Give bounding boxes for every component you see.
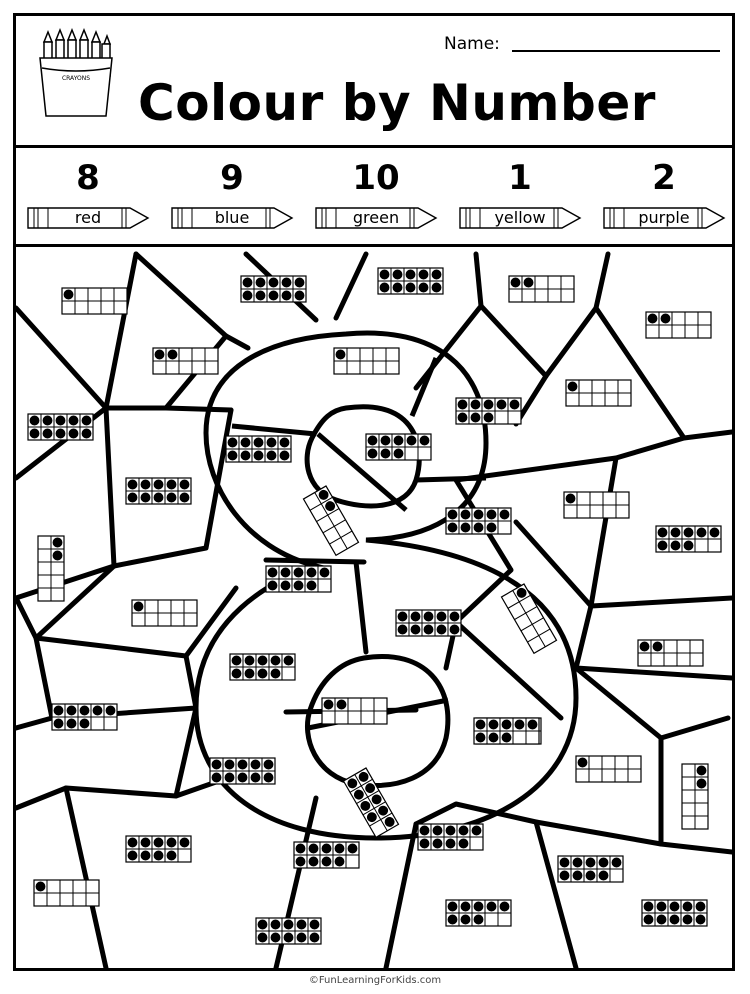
counter-dot xyxy=(295,291,305,301)
counter-dot xyxy=(368,449,378,459)
counter-dot xyxy=(474,523,484,533)
ten-frame xyxy=(34,880,99,906)
counter-dot xyxy=(515,720,525,730)
worksheet-title: Colour by Number xyxy=(138,74,656,132)
counter-dot xyxy=(648,314,658,324)
color-key-name: purple xyxy=(638,208,690,227)
counter-dot xyxy=(322,844,332,854)
ten-frame xyxy=(126,836,191,862)
ten-frame xyxy=(566,380,631,406)
counter-dot xyxy=(419,270,429,280)
ten-frame xyxy=(456,398,521,424)
counter-dot xyxy=(644,915,654,925)
ten-frame xyxy=(241,276,306,302)
counter-dot xyxy=(661,314,671,324)
counter-dot xyxy=(502,720,512,730)
counter-dot xyxy=(67,706,77,716)
ten-frame xyxy=(682,764,708,829)
counter-dot xyxy=(212,760,222,770)
counter-dot xyxy=(36,882,46,892)
counter-dot xyxy=(128,851,138,861)
ten-frame xyxy=(334,348,399,374)
ten-frame xyxy=(642,900,707,926)
counter-dot xyxy=(671,528,681,538)
counter-dot xyxy=(560,858,570,868)
counter-dot xyxy=(657,902,667,912)
counter-dot xyxy=(80,719,90,729)
ten-frame xyxy=(266,566,331,592)
counter-dot xyxy=(232,669,242,679)
counter-dot xyxy=(141,851,151,861)
counter-dot xyxy=(586,858,596,868)
counter-dot xyxy=(225,773,235,783)
counter-dot xyxy=(472,826,482,836)
counter-dot xyxy=(420,839,430,849)
counter-dot xyxy=(406,270,416,280)
counter-dot xyxy=(297,920,307,930)
counter-dot xyxy=(232,656,242,666)
counter-dot xyxy=(82,416,92,426)
ten-frame xyxy=(153,348,218,374)
counter-dot xyxy=(696,902,706,912)
color-key-number: 8 xyxy=(76,158,100,198)
counter-dot xyxy=(398,625,408,635)
counter-dot xyxy=(406,283,416,293)
counter-dot xyxy=(474,902,484,912)
ten-frame xyxy=(126,478,191,504)
counter-dot xyxy=(322,857,332,867)
counter-dot xyxy=(461,510,471,520)
counter-dot xyxy=(271,656,281,666)
counter-dot xyxy=(294,581,304,591)
counter-dot xyxy=(256,278,266,288)
counter-dot xyxy=(254,451,264,461)
ten-frame xyxy=(366,434,431,460)
counter-dot xyxy=(476,733,486,743)
counter-dot xyxy=(43,429,53,439)
color-key-name: yellow xyxy=(494,208,546,227)
counter-dot xyxy=(180,838,190,848)
counter-dot xyxy=(407,436,417,446)
counter-dot xyxy=(296,857,306,867)
ten-frame xyxy=(446,900,511,926)
counter-dot xyxy=(644,902,654,912)
counter-dot xyxy=(566,494,576,504)
counter-dot xyxy=(228,438,238,448)
counter-dot xyxy=(459,839,469,849)
counter-dot xyxy=(528,720,538,730)
colour-by-number-puzzle[interactable] xyxy=(16,248,732,968)
counter-dot xyxy=(271,920,281,930)
counter-dot xyxy=(458,400,468,410)
counter-dot xyxy=(307,568,317,578)
counter-dot xyxy=(284,920,294,930)
ten-frame xyxy=(474,718,539,744)
ten-frame xyxy=(646,312,711,338)
ten-frame xyxy=(226,436,291,462)
counter-dot xyxy=(271,933,281,943)
counter-dot xyxy=(500,902,510,912)
counter-dot xyxy=(448,902,458,912)
counter-dot xyxy=(267,438,277,448)
color-key-name: red xyxy=(74,208,102,227)
counter-dot xyxy=(697,766,707,776)
ten-frame xyxy=(52,704,117,730)
counter-dot xyxy=(64,290,74,300)
color-key-item xyxy=(162,150,302,242)
counter-dot xyxy=(450,625,460,635)
counter-dot xyxy=(309,844,319,854)
counter-dot xyxy=(398,612,408,622)
ten-frame xyxy=(446,508,511,534)
counter-dot xyxy=(80,706,90,716)
color-key-item xyxy=(306,150,446,242)
crayon-box-label: CRAYONS xyxy=(61,75,91,82)
counter-dot xyxy=(245,656,255,666)
counter-dot xyxy=(167,493,177,503)
counter-dot xyxy=(497,400,507,410)
counter-dot xyxy=(212,773,222,783)
color-key-number: 2 xyxy=(652,158,676,198)
color-key xyxy=(16,150,732,242)
counter-dot xyxy=(225,760,235,770)
counter-dot xyxy=(381,436,391,446)
counter-dot xyxy=(238,773,248,783)
worksheet-header xyxy=(16,16,732,144)
counter-dot xyxy=(320,568,330,578)
ten-frame xyxy=(322,698,387,724)
counter-dot xyxy=(269,291,279,301)
counter-dot xyxy=(437,612,447,622)
counter-dot xyxy=(258,920,268,930)
counter-dot xyxy=(245,669,255,679)
counter-dot xyxy=(696,915,706,925)
counter-dot xyxy=(128,838,138,848)
counter-dot xyxy=(69,416,79,426)
counter-dot xyxy=(167,838,177,848)
counter-dot xyxy=(271,669,281,679)
counter-dot xyxy=(461,902,471,912)
counter-dot xyxy=(167,480,177,490)
counter-dot xyxy=(573,871,583,881)
color-key-number: 1 xyxy=(508,158,532,198)
counter-dot xyxy=(310,920,320,930)
color-key-item xyxy=(594,150,734,242)
footer-credit: ©FunLearningForKids.com xyxy=(308,975,442,986)
color-key-item xyxy=(18,150,158,242)
counter-dot xyxy=(282,291,292,301)
counter-dot xyxy=(180,493,190,503)
counter-dot xyxy=(640,642,650,652)
counter-dot xyxy=(684,528,694,538)
counter-dot xyxy=(586,871,596,881)
counter-dot xyxy=(683,902,693,912)
counter-dot xyxy=(471,400,481,410)
counter-dot xyxy=(697,779,707,789)
counter-dot xyxy=(43,416,53,426)
counter-dot xyxy=(450,612,460,622)
counter-dot xyxy=(448,915,458,925)
counter-dot xyxy=(238,760,248,770)
ten-frame xyxy=(28,414,93,440)
counter-dot xyxy=(53,538,63,548)
counter-dot xyxy=(487,510,497,520)
counter-dot xyxy=(254,438,264,448)
counter-dot xyxy=(474,510,484,520)
counter-dot xyxy=(697,528,707,538)
counter-dot xyxy=(309,857,319,867)
color-key-name: green xyxy=(352,208,400,227)
counter-dot xyxy=(30,416,40,426)
counter-dot xyxy=(258,933,268,943)
counter-dot xyxy=(578,758,588,768)
counter-dot xyxy=(284,933,294,943)
ten-frame xyxy=(132,600,197,626)
counter-dot xyxy=(56,416,66,426)
counter-dot xyxy=(268,581,278,591)
counter-dot xyxy=(683,915,693,925)
counter-dot xyxy=(420,436,430,446)
ten-frame xyxy=(303,486,358,555)
header-divider xyxy=(16,145,732,148)
counter-dot xyxy=(128,480,138,490)
counter-dot xyxy=(264,760,274,770)
counter-dot xyxy=(335,844,345,854)
counter-dot xyxy=(461,523,471,533)
counter-dot xyxy=(394,449,404,459)
counter-dot xyxy=(476,720,486,730)
counter-dot xyxy=(411,625,421,635)
ten-frame xyxy=(418,824,483,850)
counter-dot xyxy=(446,826,456,836)
counter-dot xyxy=(424,612,434,622)
counter-dot xyxy=(307,581,317,591)
counter-dot xyxy=(280,438,290,448)
counter-dot xyxy=(393,270,403,280)
counter-dot xyxy=(653,642,663,652)
ten-frame xyxy=(256,918,321,944)
counter-dot xyxy=(167,851,177,861)
counter-dot xyxy=(295,278,305,288)
counter-dot xyxy=(380,283,390,293)
counter-dot xyxy=(258,669,268,679)
counter-dot xyxy=(471,413,481,423)
counter-dot xyxy=(154,851,164,861)
counter-dot xyxy=(281,581,291,591)
counter-dot xyxy=(54,719,64,729)
counter-dot xyxy=(424,625,434,635)
name-line[interactable] xyxy=(512,50,720,52)
counter-dot xyxy=(155,350,165,360)
ten-frame xyxy=(396,610,461,636)
ten-frame xyxy=(378,268,443,294)
counter-dot xyxy=(419,283,429,293)
counter-dot xyxy=(294,568,304,578)
counter-dot xyxy=(612,858,622,868)
counter-dot xyxy=(134,602,144,612)
counter-dot xyxy=(458,413,468,423)
counter-dot xyxy=(168,350,178,360)
name-label: Name: xyxy=(444,34,500,54)
counter-dot xyxy=(599,858,609,868)
ten-frame xyxy=(501,584,556,653)
counter-dot xyxy=(448,510,458,520)
counter-dot xyxy=(251,773,261,783)
color-key-number: 9 xyxy=(220,158,244,198)
counter-dot xyxy=(573,858,583,868)
counter-dot xyxy=(670,902,680,912)
counter-dot xyxy=(241,438,251,448)
counter-dot xyxy=(502,733,512,743)
counter-dot xyxy=(710,528,720,538)
counter-dot xyxy=(393,283,403,293)
counter-dot xyxy=(658,528,668,538)
counter-dot xyxy=(510,400,520,410)
color-key-number: 10 xyxy=(352,158,400,198)
counter-dot xyxy=(474,915,484,925)
counter-dot xyxy=(310,933,320,943)
counter-dot xyxy=(381,449,391,459)
counter-dot xyxy=(56,429,66,439)
counter-dot xyxy=(459,826,469,836)
counter-dot xyxy=(487,902,497,912)
counter-dot xyxy=(180,480,190,490)
counter-dot xyxy=(280,451,290,461)
counter-dot xyxy=(241,451,251,461)
counter-dot xyxy=(141,493,151,503)
counter-dot xyxy=(487,523,497,533)
counter-dot xyxy=(256,291,266,301)
counter-dot xyxy=(154,493,164,503)
counter-dot xyxy=(511,278,521,288)
color-key-item xyxy=(450,150,590,242)
counter-dot xyxy=(658,541,668,551)
counter-dot xyxy=(432,270,442,280)
counter-dot xyxy=(154,838,164,848)
ten-frame xyxy=(343,768,398,837)
counter-dot xyxy=(106,706,116,716)
counter-dot xyxy=(54,706,64,716)
counter-dot xyxy=(671,541,681,551)
counter-dot xyxy=(30,429,40,439)
counter-dot xyxy=(500,510,510,520)
counter-dot xyxy=(446,839,456,849)
counter-dot xyxy=(448,523,458,533)
counter-dot xyxy=(411,612,421,622)
ten-frame xyxy=(564,492,629,518)
ten-frame xyxy=(509,276,574,302)
counter-dot xyxy=(282,278,292,288)
counter-dot xyxy=(258,656,268,666)
counter-dot xyxy=(657,915,667,925)
counter-dot xyxy=(281,568,291,578)
counter-dot xyxy=(432,283,442,293)
ten-frame xyxy=(294,842,359,868)
counter-dot xyxy=(69,429,79,439)
counter-dot xyxy=(484,400,494,410)
counter-dot xyxy=(264,773,274,783)
counter-dot xyxy=(489,720,499,730)
crayon-box-icon xyxy=(36,28,116,118)
counter-dot xyxy=(53,551,63,561)
legend-divider xyxy=(16,244,732,247)
counter-dot xyxy=(335,857,345,867)
counter-dot xyxy=(394,436,404,446)
counter-dot xyxy=(599,871,609,881)
counter-dot xyxy=(243,278,253,288)
counter-dot xyxy=(368,436,378,446)
counter-dot xyxy=(337,700,347,710)
counter-dot xyxy=(524,278,534,288)
counter-dot xyxy=(568,382,578,392)
counter-dot xyxy=(128,493,138,503)
counter-dot xyxy=(336,350,346,360)
color-key-name: blue xyxy=(214,208,250,227)
counter-dot xyxy=(324,700,334,710)
counter-dot xyxy=(251,760,261,770)
counter-dot xyxy=(228,451,238,461)
ten-frame xyxy=(210,758,275,784)
counter-dot xyxy=(269,278,279,288)
ten-frame xyxy=(638,640,703,666)
counter-dot xyxy=(82,429,92,439)
counter-dot xyxy=(93,706,103,716)
counter-dot xyxy=(297,933,307,943)
counter-dot xyxy=(461,915,471,925)
counter-dot xyxy=(141,480,151,490)
ten-frame xyxy=(656,526,721,552)
counter-dot xyxy=(489,733,499,743)
counter-dot xyxy=(141,838,151,848)
counter-dot xyxy=(267,451,277,461)
ten-frame xyxy=(230,654,295,680)
counter-dot xyxy=(380,270,390,280)
counter-dot xyxy=(433,839,443,849)
ten-frame xyxy=(62,288,127,314)
counter-dot xyxy=(154,480,164,490)
counter-dot xyxy=(296,844,306,854)
ten-frame xyxy=(38,536,64,601)
counter-dot xyxy=(420,826,430,836)
counter-dot xyxy=(437,625,447,635)
counter-dot xyxy=(433,826,443,836)
counter-dot xyxy=(560,871,570,881)
ten-frame xyxy=(576,756,641,782)
counter-dot xyxy=(67,719,77,729)
counter-dot xyxy=(684,541,694,551)
counter-dot xyxy=(284,656,294,666)
counter-dot xyxy=(484,413,494,423)
ten-frame xyxy=(558,856,623,882)
counter-dot xyxy=(243,291,253,301)
counter-dot xyxy=(268,568,278,578)
counter-dot xyxy=(348,844,358,854)
counter-dot xyxy=(670,915,680,925)
